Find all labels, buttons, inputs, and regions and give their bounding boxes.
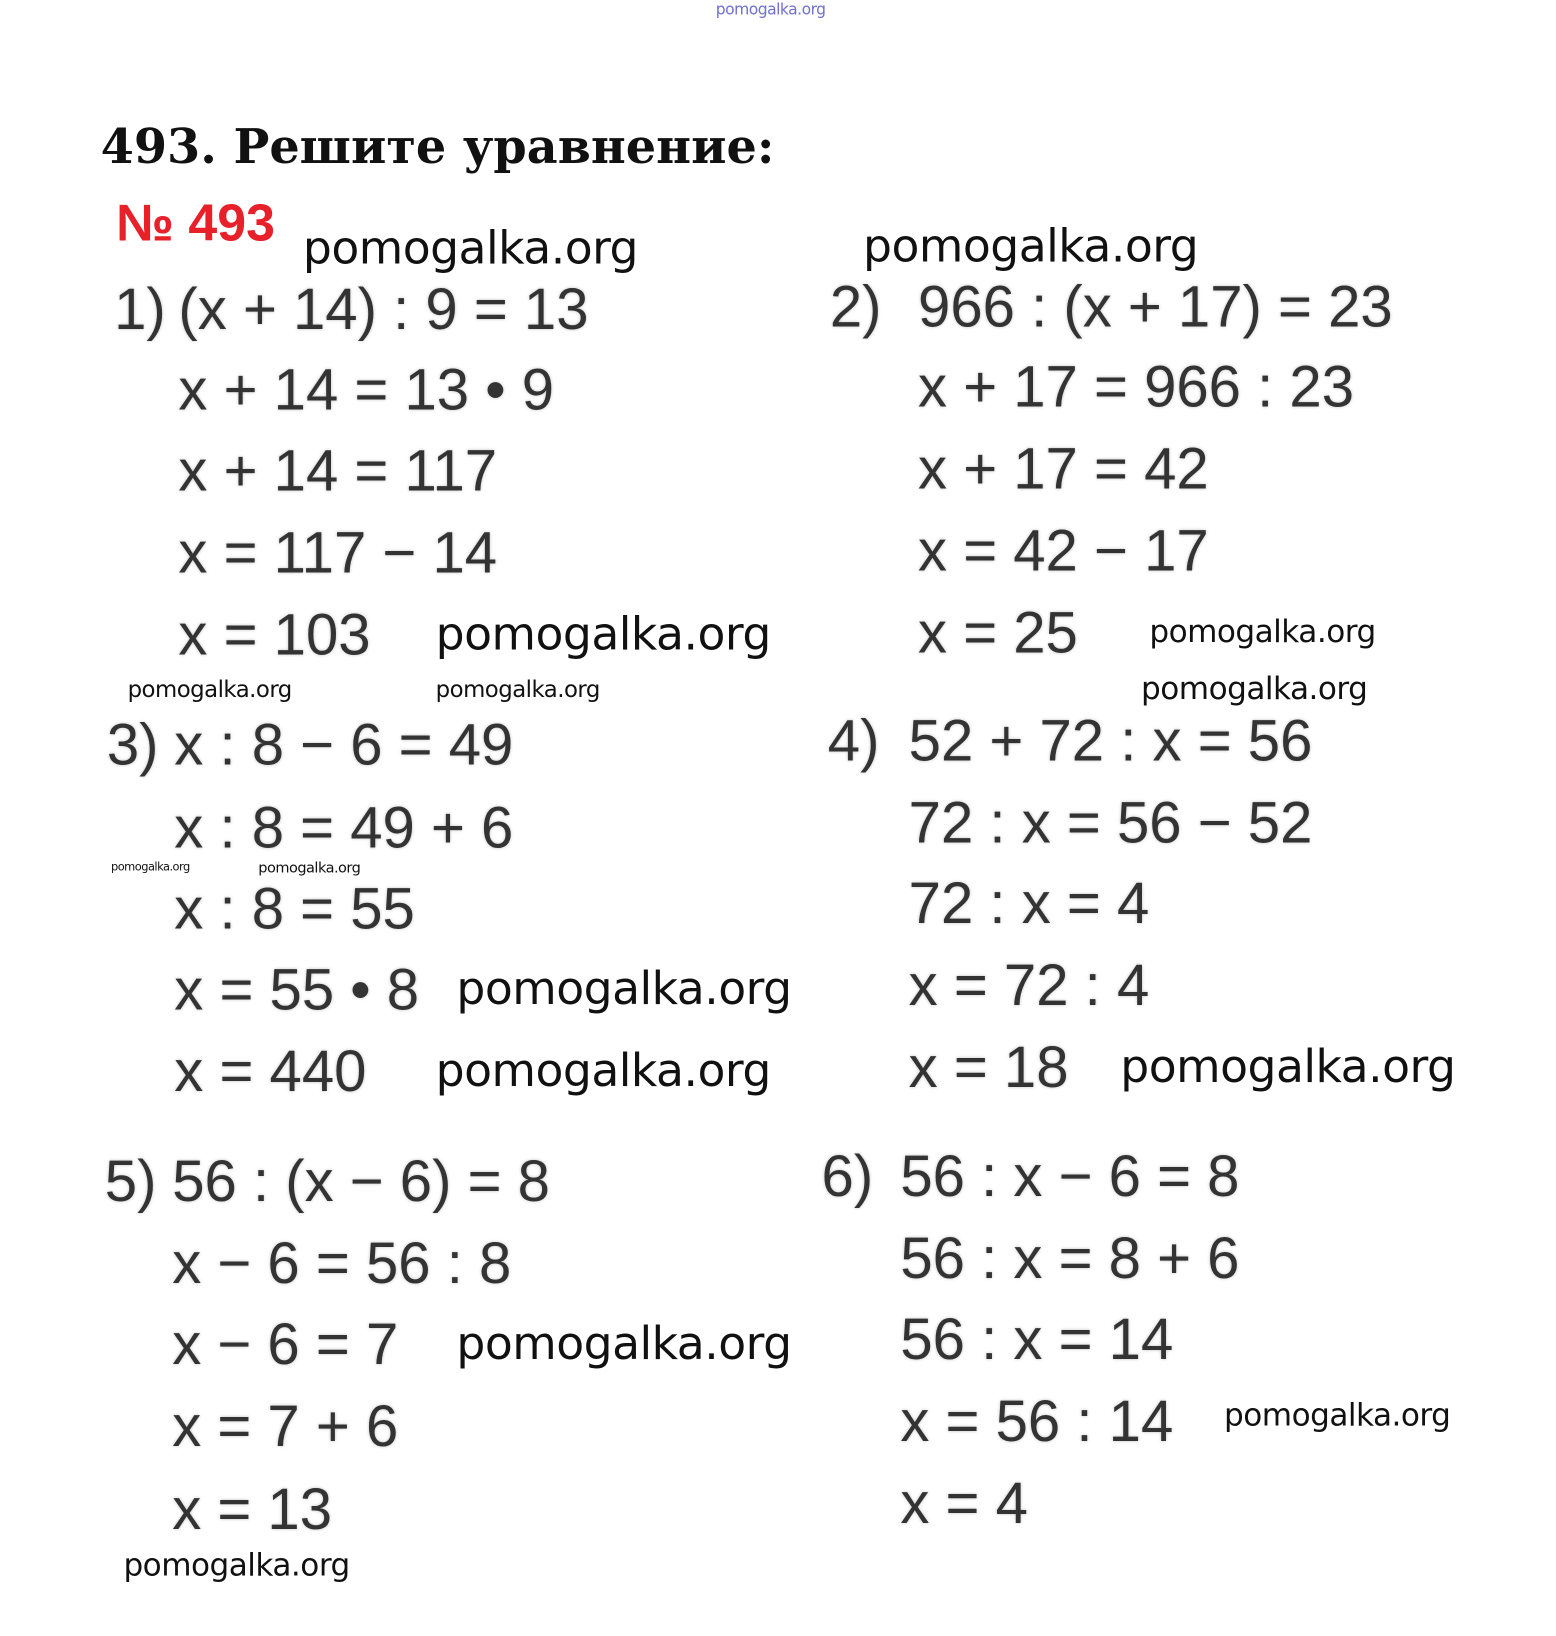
page-title: 493. Решите уравнение: [100, 118, 775, 175]
equation-line: x − 6 = 56 : 8 [172, 1230, 512, 1296]
equation-line: x : 8 = 49 + 6 [174, 794, 514, 860]
equation-line: x = 7 + 6 [172, 1393, 399, 1459]
equation-line: 56 : x = 14 [900, 1305, 1174, 1372]
watermark: pomogalka.org [1141, 671, 1368, 708]
watermark: pomogalka.org [1149, 614, 1376, 651]
equation-line: x : 8 − 6 = 49 [174, 711, 514, 777]
equation-line: x = 56 : 14 [900, 1387, 1174, 1454]
watermark: pomogalka.org [435, 677, 600, 704]
equation-line: x = 103 [178, 601, 371, 667]
equation-line: 72 : x = 56 − 52 [908, 789, 1313, 855]
watermark: pomogalka.org [456, 1317, 792, 1371]
equation-line: x + 14 = 13 • 9 [178, 356, 555, 423]
problem-label: 2) [829, 273, 882, 340]
equation-line: x − 6 = 7 [172, 1311, 399, 1377]
equation-line: x = 72 : 4 [908, 952, 1150, 1018]
watermark: pomogalka.org [1120, 1040, 1456, 1094]
equation-line: x = 117 − 14 [178, 519, 498, 586]
watermark: pomogalka.org [1224, 1397, 1451, 1434]
watermark: pomogalka.org [302, 221, 639, 275]
problem-label: 6) [821, 1143, 874, 1209]
equation-line: 966 : (x + 17) = 23 [918, 273, 1393, 340]
watermark: pomogalka.org [435, 607, 771, 661]
watermark: pomogalka.org [258, 859, 361, 877]
problem-label: 5) [104, 1148, 157, 1214]
equation-line: 56 : (x − 6) = 8 [172, 1148, 550, 1214]
equation-line: x = 13 [172, 1476, 333, 1542]
equation-line: x = 25 [918, 599, 1078, 665]
equation-line: x : 8 = 55 [174, 875, 415, 941]
watermark: pomogalka.org [127, 677, 292, 704]
problem-label: 3) [106, 711, 159, 777]
equation-line: 72 : x = 4 [908, 870, 1150, 936]
equation-line: (x + 14) : 9 = 13 [178, 275, 589, 342]
equation-line: x = 18 [908, 1034, 1069, 1100]
equation-line: x = 440 [174, 1038, 367, 1104]
equation-line: 56 : x = 8 + 6 [900, 1225, 1240, 1291]
equation-line: x + 17 = 966 : 23 [918, 353, 1355, 420]
watermark: pomogalka.org [123, 1547, 350, 1584]
equation-line: 52 + 72 : x = 56 [908, 707, 1313, 773]
equation-line: x = 55 • 8 [174, 956, 420, 1022]
equation-line: x + 14 = 117 [178, 437, 498, 504]
equation-line: x = 42 − 17 [918, 517, 1209, 583]
equation-line: 56 : x − 6 = 8 [900, 1143, 1240, 1209]
equation-line: x + 17 = 42 [918, 435, 1209, 502]
watermark: pomogalka.org [110, 859, 190, 874]
watermark: pomogalka.org [435, 1044, 771, 1098]
watermark: pomogalka.org [863, 219, 1199, 273]
problem-label: 1) [114, 275, 166, 342]
watermark: pomogalka.org [456, 962, 792, 1016]
watermark: pomogalka.org [715, 0, 826, 19]
problem-number: № 493 [116, 193, 275, 253]
equation-line: x = 4 [900, 1469, 1028, 1536]
problem-label: 4) [827, 707, 880, 773]
